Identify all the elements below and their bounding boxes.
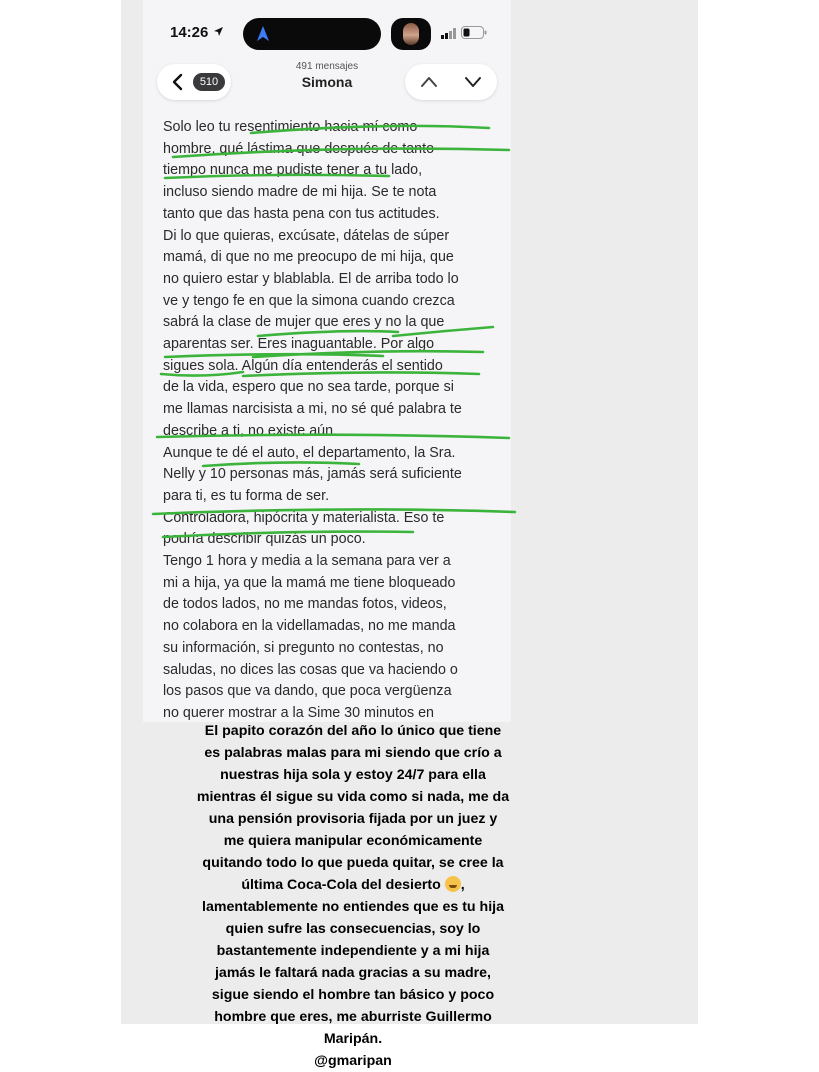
chat-screenshot [143,0,511,722]
caption-text: última Coca-Cola del desierto [241,877,441,893]
caption-line [168,962,538,984]
message-line: de la vida, espero que no sea tarde, porque si [163,379,454,396]
message-line: sigues sola. Algún día entenderás el sentido [163,357,443,374]
story-caption [168,720,538,1072]
message-line: mi a hija, ya que la mamá me tiene bloqueado [163,574,456,591]
message-line: describe a ti, no existe aún. [163,422,338,439]
message-line: no colabora en la videllamadas, no me manda [163,618,456,635]
caption-line [168,940,538,962]
signal-icon [441,28,457,39]
message-line: sabrá la clase de mujer que eres y no la que [163,314,445,331]
contact-name[interactable]: Simona [301,74,353,90]
message-line: Aunque te dé el auto, el departamento, la Sra. [163,444,456,461]
message-line: podría describir quizás un poco. [163,531,366,548]
message-line: mamá, di que no me preocupo de mi hija, que [163,249,454,266]
status-bar [143,0,511,58]
message-line: su información, si pregunto no contestas, no [163,639,444,656]
message-line: tiempo nunca me pudiste tener a tu lado, [163,162,423,179]
message-line: Solo leo tu resentimiento hacia mí como [163,119,418,135]
message-line: Di lo que quieras, excúsate, dátelas de súper [163,227,450,244]
caption-text: El papito corazón del año lo único que tiene [204,723,502,739]
message-line: de todos lados, no me mandas fotos, videos, [163,596,447,613]
caption-text: quien sufre las consecuencias, soy lo [225,921,481,937]
caption-text: quitando todo lo que pueda quitar, se cree la [202,855,504,871]
message-line: ve y tengo fe en que la simona cuando crezca [163,292,455,309]
caption-line [168,830,538,852]
unread-count-badge: 510 [193,73,225,91]
message-line: no querer mostrar a la Sime 30 minutos en [163,704,434,721]
grinning-sweat-emoji-icon [445,876,461,892]
story-frame [121,0,698,1069]
live-activity-avatar [391,18,431,50]
caption-text: bastantemente independiente y a mi hija [216,943,490,959]
caption-line [168,896,538,918]
dynamic-island [243,18,381,50]
caption-line [168,984,538,1006]
message-line: Controladora, hipócrita y materialista. Eso te [163,509,445,526]
caption-text: hombre que eres, me aburriste Guillermo [214,1009,492,1025]
caption-line [168,1006,538,1028]
message-line: me llamas narcisista a mi, no sé qué palabra te [163,401,462,418]
message-line: tanto que das hasta pena con tus actitudes. [163,205,440,222]
caption-line [168,742,538,764]
caption-text: nuestras hija sola y estoy 24/7 para ella [220,767,486,783]
message-line: incluso siendo madre de mi hija. Se te nota [163,184,437,201]
chat-header [143,58,511,110]
message-line: Tengo 1 hora y media a la semana para ver a [163,553,451,570]
message-line: aparentas ser. Eres inaguantable. Por algo [163,336,435,353]
navigation-icon [253,24,273,44]
message-line: no quiero estar y blablabla. El de arriba todo lo [163,270,459,287]
location-arrow-icon [213,26,224,37]
message-line: hombre, qué lástima que después de tanto [163,140,435,157]
message-count: 491 mensajes [295,61,359,72]
message-body [163,117,503,725]
caption-line [168,1028,538,1050]
chevron-down-icon[interactable] [463,74,483,90]
caption-text: @gmaripan [314,1053,392,1069]
caption-text: Maripán. [323,1031,383,1047]
battery-icon [461,26,487,39]
caption-text: jamás le faltará nada gracias a su madre, [214,965,491,981]
caption-text: lamentablemente no entiendes que es tu hija [202,899,504,915]
caption-line [168,764,538,786]
caption-line [168,720,538,742]
caption-text: sigue siendo el hombre tan básico y poco [211,987,495,1003]
caption-text: es palabras malas para mi siendo que crío a [204,745,502,761]
message-line: para ti, es tu forma de ser. [163,487,330,504]
caption-line: última Coca-Cola del desierto , [241,877,465,893]
chevron-up-icon[interactable] [419,74,439,90]
caption-line [168,786,538,808]
message-line: los pasos que va dando, que poca vergüenza [163,683,452,700]
caption-line [168,918,538,940]
status-time: 14:26 [170,24,209,41]
message-line: saludas, no dices las cosas que va haciendo o [163,661,458,678]
caption-text: mientras él sigue su vida como si nada, me da [196,789,510,805]
caption-text: me quiera manipular económicamente [223,833,483,849]
message-line: Nelly y 10 personas más, jamás será suficiente [163,466,462,483]
caption-line [168,808,538,830]
caption-text: una pensión provisoria fijada por un juez y [208,811,498,827]
search-navigation [405,64,497,100]
caption-line [168,852,538,874]
caption-mention[interactable] [168,1050,538,1072]
